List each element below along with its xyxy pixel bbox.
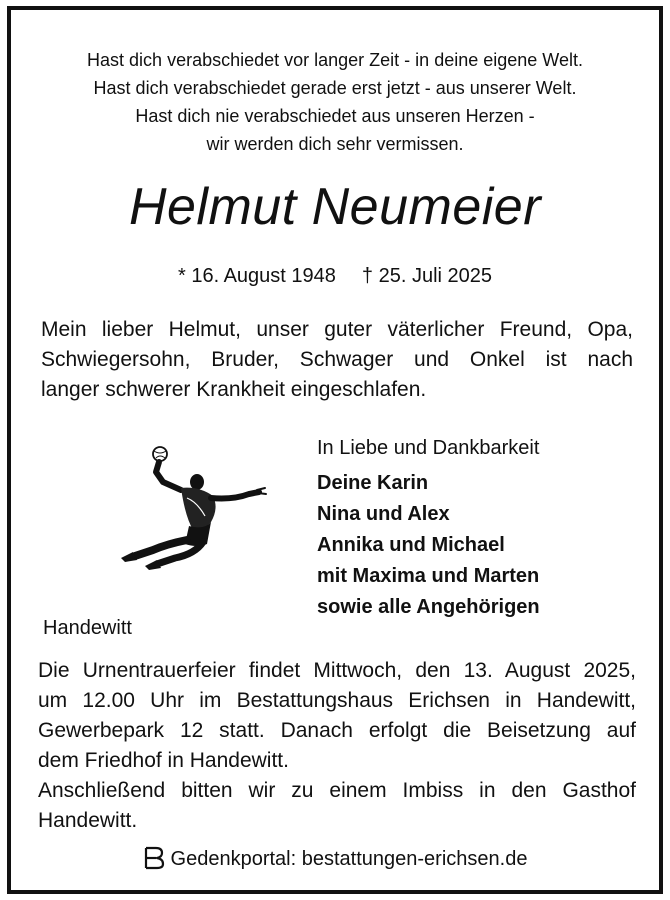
service-line: Handewitt. [38,809,138,832]
announcement-line: Schwiegersohn, Bruder, Schwager und Onkel ist nach [41,348,633,371]
poem-line: Hast dich verabschiedet gerade erst jetzt - aus unserer Welt. [93,78,577,98]
mourners-list [317,468,540,623]
memorial-portal [11,844,659,874]
mourner-name: sowie alle Angehörigen [317,596,540,618]
poem-line: Hast dich nie verabschiedet aus unseren Herzen - [135,106,535,126]
mourner-name: Nina und Alex [317,503,450,525]
mourner-name: mit Maxima und Marten [317,565,540,587]
memorial-poem [11,46,659,158]
funeral-service-info [38,656,636,836]
deceased-name: Helmut Neumeier [128,178,542,236]
life-dates [11,262,659,290]
mourner-name: Deine Karin [317,472,429,494]
announcement-line: langer schwerer Krankheit eingeschlafen. [41,378,427,401]
mourners-intro: In Liebe und Dankbarkeit [317,437,540,459]
service-line: Gewerbepark 12 statt. Danach erfolgt die Beisetzung auf [38,719,636,742]
death-date: † 25. Juli 2025 [361,265,493,287]
mourner-name: Annika und Michael [317,534,505,556]
service-line: Anschließend bitten wir zu einem Imbiss in den Gasthof [38,779,636,802]
handball-player-illustration [115,446,275,576]
service-line: um 12.00 Uhr im Bestattungshaus Erichsen in Handewitt, [38,689,636,712]
death-announcement [41,315,633,405]
place-name: Handewitt [43,617,132,639]
announcement-line: Mein lieber Helmut, unser guter väterlicher Freund, Opa, [41,318,633,341]
service-line: Die Urnentrauerfeier findet Mittwoch, den 13. August 2025, [38,659,636,682]
funeral-home-logo-icon [143,846,165,870]
poem-line: Hast dich verabschiedet vor langer Zeit - in deine eigene Welt. [87,50,583,70]
obituary-frame [7,6,663,894]
poem-line: wir werden dich sehr vermissen. [206,134,464,154]
birth-date: * 16. August 1948 [177,265,336,287]
service-line: dem Friedhof in Handewitt. [38,749,289,772]
portal-link[interactable]: Gedenkportal: bestattungen-erichsen.de [170,848,528,870]
